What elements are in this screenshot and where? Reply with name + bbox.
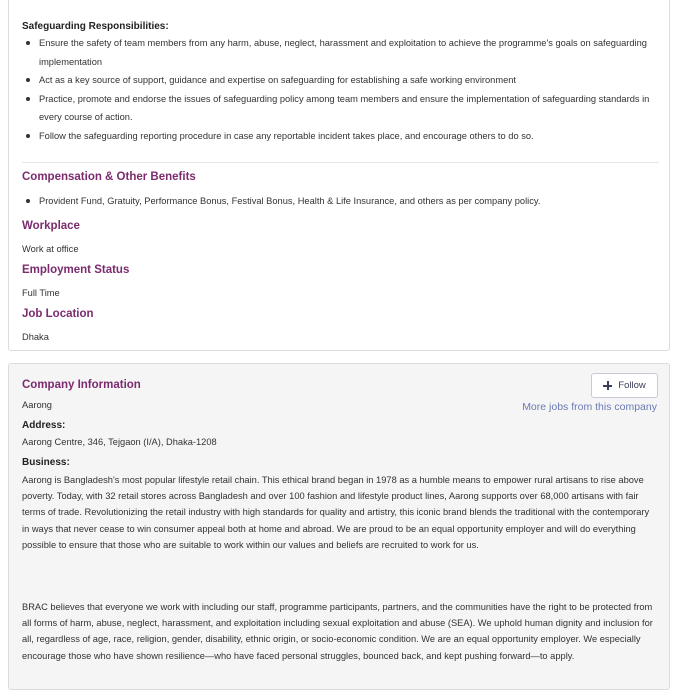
safeguarding-heading: Safeguarding Responsibilities: <box>22 21 169 32</box>
job-location-title: Job Location <box>22 308 94 320</box>
workplace-value: Work at office <box>22 244 79 254</box>
safeguarding-statement: BRAC believes that everyone we work with including our staff, programme participants, partners, and the communities have the right to be protected from all forms of harm, abuse, neglect, harassment, and exploitation including sexual exploitation and abuse (SEA). We uphold human dignity and inclusion for all, regardless of age, race, religion, gender, disability, ethnic origin, or socio-economic condition. We are an equal opportunity employer. We especially encourage those who have shown resilience—who have faced personal struggles, bounced back, and kept pushing forward—to apply. <box>22 602 653 661</box>
follow-label: Follow <box>618 380 646 391</box>
list-item: Act as a key source of support, guidance and expertise on safeguarding for establishing a safe working environment <box>22 71 652 90</box>
business-description: Aarong is Bangladesh's most popular lifestyle retail chain. This ethical brand began in 1978 as a humble means to empower rural artisans to rise above poverty. Today, with 32 retail stores across Bangladesh and over 100 fashion and lifestyle product lines, Aarong supports over 68,000 artisans with fair terms of trade. Revolutionizing the retail industry with high standards for quality and artistry, this iconic brand blends the traditional with the contemporary in ways that never cease to win consumer appeal both at home and abroad. We are proud to be an equal opportunity employer and will do everything possible to ensure that those who are suitable to work within our values and beliefs are recruited to work for us. <box>22 475 650 550</box>
company-name: Aarong <box>22 400 52 410</box>
compensation-list <box>22 192 652 211</box>
list-item: Provident Fund, Gratuity, Performance Bonus, Festival Bonus, Health & Life Insurance, and others as per company policy. <box>22 192 652 211</box>
workplace-title: Workplace <box>22 220 80 232</box>
safeguarding-list <box>22 34 652 145</box>
company-information-card <box>8 363 670 690</box>
job-details-card <box>8 0 670 351</box>
company-info-title: Company Information <box>22 379 141 391</box>
more-jobs-link[interactable]: More jobs from this company <box>522 401 657 413</box>
list-item: Practice, promote and endorse the issues of safeguarding policy among team members and ensure the implementation of safeguarding standards in every course of action. <box>22 90 652 127</box>
business-label: Business: <box>22 457 70 468</box>
follow-button[interactable] <box>591 373 658 398</box>
section-divider <box>22 162 659 163</box>
employment-status-value: Full Time <box>22 288 60 298</box>
list-item: Ensure the safety of team members from any harm, abuse, neglect, harassment and exploitation to achieve the programme's goals on safeguarding implementation <box>22 34 652 71</box>
compensation-title: Compensation & Other Benefits <box>22 171 196 183</box>
plus-icon <box>603 381 612 390</box>
address-label: Address: <box>22 420 66 431</box>
list-item: Follow the safeguarding reporting procedure in case any reportable incident takes place, and encourage others to do so. <box>22 127 652 146</box>
job-location-value: Dhaka <box>22 332 49 342</box>
employment-status-title: Employment Status <box>22 264 130 276</box>
company-address: Aarong Centre, 346, Tejgaon (I/A), Dhaka-1208 <box>22 437 217 447</box>
